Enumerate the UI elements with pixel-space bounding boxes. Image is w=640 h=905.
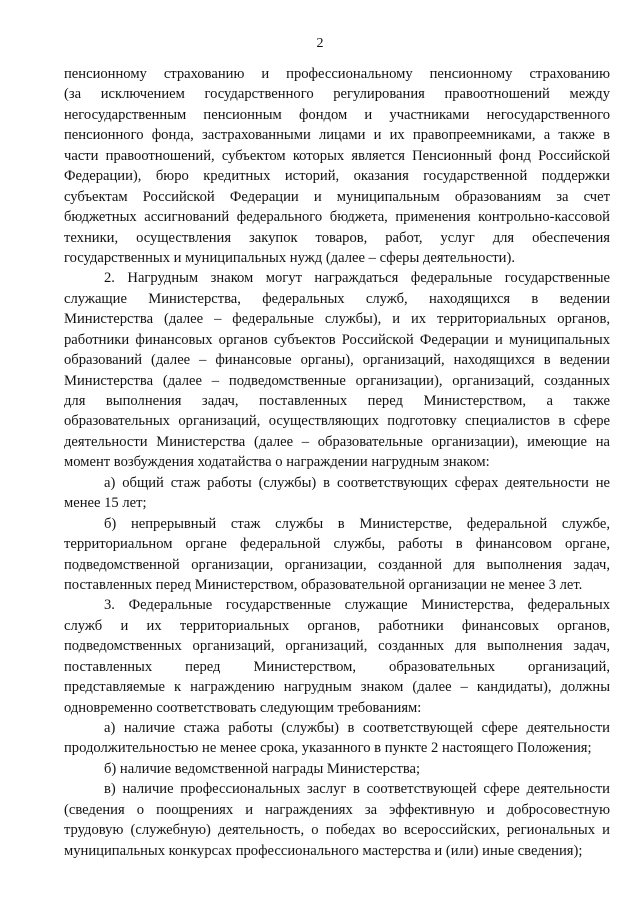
text-line: б) наличие ведомственной награды Министерства; [104, 760, 421, 777]
text-line: для выполнения задач, поставленных перед Министерством, а также [64, 393, 610, 409]
text-line: подведомственных организаций, организаций, созданных для выполнения задач, [64, 638, 610, 655]
text-line: (за исключением государственного регулирования правоотношений между [64, 86, 610, 103]
text-line: поставленных перед Министерством, образовательных организаций, [64, 658, 610, 675]
text-line: а) наличие стажа работы (службы) в соответствующей сфере деятельности [104, 720, 610, 736]
text-line: (сведения о поощрениях и награждениях за эффективную и добросовестную [64, 801, 610, 818]
text-line: поставленных перед Министерством, образовательной организации не менее 3 лет. [64, 576, 583, 593]
text-line: государственных и муниципальных нужд (далее – сферы деятельности). [64, 249, 515, 266]
text-line: трудовую (служебную) деятельность, о победах во всероссийских, региональных и [64, 822, 610, 839]
text-line: Министерства (далее – подведомственные организации), организаций, созданных [64, 372, 610, 389]
text-line: негосударственным пенсионным фондом и участниками негосударственного [64, 106, 610, 123]
text-line: техники, осуществления закупок товаров, работ, услуг для обеспечения [64, 229, 610, 246]
text-line: б) непрерывный стаж службы в Министерстве, федеральной службе, [104, 515, 610, 532]
text-line: пенсионному страхованию и профессиональному пенсионному страхованию [64, 66, 610, 82]
text-line: образовательных организаций, осуществляющих подготовку специалистов в сфере [64, 413, 610, 430]
text-line: работники финансовых органов субъектов Российской Федерации и муниципальных [64, 331, 610, 348]
text-line: муниципальных конкурсах профессионального мастерства и (или) иные сведения); [64, 842, 583, 859]
text-line: 2. Нагрудным знаком могут награждаться федеральные государственные [104, 270, 610, 287]
text-line: 3. Федеральные государственные служащие Министерства, федеральных [104, 597, 610, 614]
text-line: подведомственной организации, организации, созданной для выполнения задач, [64, 556, 610, 573]
text-line: представляемые к награждению нагрудным знаком (далее – кандидаты), должны [64, 679, 610, 696]
text-line: служащие Министерства, федеральных служб, находящихся в ведении [64, 290, 610, 307]
text-line: Федерации), бюро кредитных историй, оказания государственной поддержки [64, 168, 610, 185]
text-line: территориальном органе федеральной службы, работы в финансовом органе, [64, 536, 610, 553]
text-line: бюджетных ассигнований федерального бюджета, применения контрольно-кассовой [64, 209, 610, 226]
page-number: 2 [316, 36, 324, 51]
text-line: а) общий стаж работы (службы) в соответствующих сферах деятельности не [104, 474, 610, 491]
text-line: пенсионного фонда, застрахованными лицами и их правопреемниками, а также в [64, 127, 610, 144]
text-line: момент возбуждения ходатайства о награждении нагрудным знаком: [64, 454, 490, 471]
text-line: образований (далее – финансовые органы), организаций, находящихся в ведении [64, 352, 610, 369]
text-line: субъектам Российской Федерации и муниципальным образованиям за счет [64, 188, 610, 205]
text-line: деятельности Министерства (далее – образовательные организации), имеющие на [64, 433, 610, 450]
text-line: Министерства (далее – федеральные службы), и их территориальных органов, [64, 311, 610, 328]
text-line: части правоотношений, субъектом которых является Пенсионный фонд Российской [64, 147, 610, 164]
text-line: служб и их территориальных органов, работники финансовых органов, [64, 617, 610, 634]
text-line: менее 15 лет; [64, 495, 147, 512]
body-text [64, 64, 610, 861]
text-line: одновременно соответствовать следующим требованиям: [64, 699, 422, 716]
text-line: в) наличие профессиональных заслуг в соответствующей сфере деятельности [104, 781, 610, 798]
text-line: продолжительностью не менее срока, указанного в пункте 2 настоящего Положения; [64, 740, 592, 757]
